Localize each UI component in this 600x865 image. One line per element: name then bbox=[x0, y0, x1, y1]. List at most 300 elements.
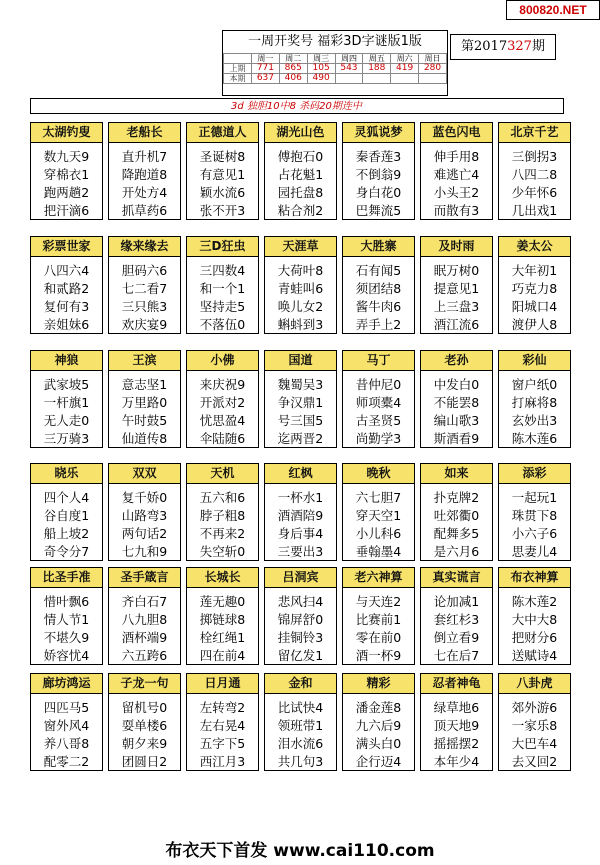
riddle-line: 养八哥8 bbox=[43, 736, 90, 751]
riddle-line: 一杯水1 bbox=[277, 490, 324, 505]
issue-suffix: 期 bbox=[531, 39, 545, 54]
draw-number: 105 bbox=[307, 64, 335, 74]
day-label: 周三 bbox=[307, 54, 335, 64]
draw-number: 280 bbox=[419, 64, 447, 74]
riddle-lines bbox=[187, 588, 258, 665]
riddle-lines bbox=[343, 694, 414, 771]
riddle-line: 郊外游6 bbox=[511, 700, 558, 715]
author-name: 忍者神龟 bbox=[421, 674, 492, 694]
riddle-line: 七九和9 bbox=[121, 544, 168, 559]
riddle-line: 古圣贤5 bbox=[355, 413, 402, 428]
draw-number: 406 bbox=[279, 74, 307, 84]
riddle-line: 船上坡2 bbox=[43, 526, 90, 541]
author-name: 双双 bbox=[109, 464, 180, 484]
draw-number: 419 bbox=[391, 64, 419, 74]
riddle-line: 留机号0 bbox=[121, 700, 168, 715]
riddle-line: 耍单楼6 bbox=[121, 718, 168, 733]
author-name: 吕洞宾 bbox=[265, 568, 336, 588]
riddle-cell bbox=[186, 122, 259, 220]
author-name: 老船长 bbox=[109, 123, 180, 143]
riddle-lines bbox=[499, 588, 570, 665]
draw-number: 771 bbox=[252, 64, 280, 74]
author-name: 比圣手准 bbox=[31, 568, 102, 588]
riddle-line: 领班带1 bbox=[277, 718, 324, 733]
riddle-line: 顶天地9 bbox=[433, 718, 480, 733]
footer-source: 布衣天下首发 www.cai110.com bbox=[165, 841, 435, 861]
riddle-line: 穿棉衣1 bbox=[43, 167, 90, 182]
riddle-line: 八四二8 bbox=[511, 167, 558, 182]
riddle-line: 酒杯端9 bbox=[121, 630, 168, 645]
riddle-line: 四匹马5 bbox=[43, 700, 90, 715]
riddle-line: 秦香莲3 bbox=[355, 149, 402, 164]
riddle-line: 阳城口4 bbox=[511, 299, 558, 314]
riddle-line: 抓草药6 bbox=[121, 203, 168, 218]
author-name: 彩票世家 bbox=[31, 237, 102, 257]
riddle-lines bbox=[265, 143, 336, 220]
riddle-line: 三四数4 bbox=[199, 263, 246, 278]
riddle-cell bbox=[186, 463, 259, 561]
author-name: 太湖钓叟 bbox=[31, 123, 102, 143]
riddle-lines bbox=[265, 257, 336, 334]
riddle-line: 编山歌3 bbox=[433, 413, 480, 428]
riddle-lines bbox=[499, 694, 570, 771]
riddle-lines bbox=[421, 371, 492, 448]
riddle-line: 须团结8 bbox=[355, 281, 402, 296]
riddle-cell bbox=[30, 463, 103, 561]
riddle-line: 意志坚1 bbox=[121, 377, 168, 392]
author-name: 三D狂虫 bbox=[187, 237, 258, 257]
riddle-line: 陈木莲6 bbox=[511, 431, 558, 446]
riddle-line: 师项橐4 bbox=[355, 395, 402, 410]
riddle-line: 渡伊人8 bbox=[511, 317, 558, 332]
riddle-line: 留亿发1 bbox=[277, 648, 324, 663]
riddle-line: 打麻将8 bbox=[511, 395, 558, 410]
day-label: 周四 bbox=[335, 54, 363, 64]
riddle-line: 三万骑3 bbox=[43, 431, 90, 446]
riddle-line: 四在前4 bbox=[199, 648, 246, 663]
riddle-line: 三要出3 bbox=[277, 544, 324, 559]
riddle-cell bbox=[498, 463, 571, 561]
author-name: 晓乐 bbox=[31, 464, 102, 484]
riddle-line: 数九天9 bbox=[43, 149, 90, 164]
draw-number: 543 bbox=[335, 64, 363, 74]
author-name: 八卦虎 bbox=[499, 674, 570, 694]
riddle-cell bbox=[264, 122, 337, 220]
riddle-cell bbox=[342, 236, 415, 334]
riddle-lines bbox=[31, 694, 102, 771]
riddle-lines bbox=[421, 588, 492, 665]
riddle-cell bbox=[342, 567, 415, 665]
riddle-line: 小儿科6 bbox=[355, 526, 402, 541]
weekly-draw-panel bbox=[222, 30, 448, 96]
riddle-line: 摇摇摆2 bbox=[433, 736, 480, 751]
riddle-cell bbox=[30, 567, 103, 665]
riddle-line: 大巴车4 bbox=[511, 736, 558, 751]
riddle-cell bbox=[342, 673, 415, 771]
riddle-line: 粘合剂2 bbox=[277, 203, 324, 218]
riddle-line: 左右晃4 bbox=[199, 718, 246, 733]
riddle-line: 陈木莲2 bbox=[511, 594, 558, 609]
riddle-cell bbox=[498, 567, 571, 665]
riddle-line: 娇容忧4 bbox=[43, 648, 90, 663]
riddle-line: 跑两趟2 bbox=[43, 185, 90, 200]
riddle-lines bbox=[187, 143, 258, 220]
riddle-lines bbox=[343, 588, 414, 665]
author-name: 圣手箴言 bbox=[109, 568, 180, 588]
riddle-line: 酱牛肉6 bbox=[355, 299, 402, 314]
issue-number-value: 327 bbox=[507, 39, 532, 54]
riddle-line: 不落伍0 bbox=[199, 317, 246, 332]
riddle-lines bbox=[421, 143, 492, 220]
riddle-line: 园托盘8 bbox=[277, 185, 324, 200]
riddle-line: 唤儿女2 bbox=[277, 299, 324, 314]
weekly-draw-table bbox=[223, 53, 447, 84]
header-title: 一周开奖号 福彩3D字谜版1版 bbox=[248, 34, 422, 49]
riddle-lines bbox=[343, 143, 414, 220]
author-name: 湖光山色 bbox=[265, 123, 336, 143]
riddle-lines bbox=[499, 257, 570, 334]
riddle-line: 号三国5 bbox=[277, 413, 324, 428]
riddle-line: 七在后7 bbox=[433, 648, 480, 663]
riddle-line: 绿草地6 bbox=[433, 700, 480, 715]
riddle-cell bbox=[108, 567, 181, 665]
draw-number bbox=[335, 74, 363, 84]
riddle-line: 和一个1 bbox=[199, 281, 246, 296]
riddle-line: 窗外风4 bbox=[43, 718, 90, 733]
riddle-line: 送赋诗4 bbox=[511, 648, 558, 663]
riddle-line: 四个人4 bbox=[43, 490, 90, 505]
riddle-line: 栓红绳1 bbox=[199, 630, 246, 645]
riddle-lines bbox=[421, 257, 492, 334]
day-label: 周二 bbox=[279, 54, 307, 64]
author-name: 姜太公 bbox=[499, 237, 570, 257]
riddle-line: 而散有3 bbox=[433, 203, 480, 218]
riddle-line: 脖子粗8 bbox=[199, 508, 246, 523]
riddle-line: 配舞多5 bbox=[433, 526, 480, 541]
riddle-line: 共几句3 bbox=[277, 754, 324, 769]
riddle-line: 悲风扫4 bbox=[277, 594, 324, 609]
riddle-line: 伞陆随6 bbox=[199, 431, 246, 446]
day-row bbox=[224, 54, 447, 64]
author-name: 北京千艺 bbox=[499, 123, 570, 143]
riddle-line: 复何有3 bbox=[43, 299, 90, 314]
riddle-cell bbox=[108, 122, 181, 220]
site-watermark: 800820.NET bbox=[506, 0, 600, 20]
riddle-line: 奇令分7 bbox=[43, 544, 90, 559]
riddle-line: 朝夕来9 bbox=[121, 736, 168, 751]
riddle-line: 占花魁1 bbox=[277, 167, 324, 182]
riddle-lines bbox=[421, 484, 492, 561]
riddle-line: 尚勤学3 bbox=[355, 431, 402, 446]
riddle-cell bbox=[420, 673, 493, 771]
riddle-line: 论加减1 bbox=[433, 594, 480, 609]
riddle-line: 身后事4 bbox=[277, 526, 324, 541]
riddle-line: 酒一杯9 bbox=[355, 648, 402, 663]
riddle-line: 不能罢8 bbox=[433, 395, 480, 410]
riddle-line: 少年怀6 bbox=[511, 185, 558, 200]
riddle-line: 是六月6 bbox=[433, 544, 480, 559]
riddle-line: 思妻儿4 bbox=[511, 544, 558, 559]
riddle-line: 巴舞流5 bbox=[355, 203, 402, 218]
riddle-cell bbox=[30, 236, 103, 334]
riddle-line: 莲无趣0 bbox=[199, 594, 246, 609]
draw-number: 637 bbox=[252, 74, 280, 84]
riddle-line: 昔仲尼0 bbox=[355, 377, 402, 392]
riddle-line: 几出戏1 bbox=[511, 203, 558, 218]
author-name: 金和 bbox=[265, 674, 336, 694]
riddle-cell bbox=[108, 463, 181, 561]
day-label: 周五 bbox=[363, 54, 391, 64]
author-name: 王滨 bbox=[109, 351, 180, 371]
previous-week-row bbox=[224, 64, 447, 74]
riddle-line: 午时鼓5 bbox=[121, 413, 168, 428]
author-name: 正德道人 bbox=[187, 123, 258, 143]
riddle-lines bbox=[109, 588, 180, 665]
draw-number: 188 bbox=[363, 64, 391, 74]
riddle-line: 身白花0 bbox=[355, 185, 402, 200]
riddle-line: 降跑道8 bbox=[121, 167, 168, 182]
riddle-lines bbox=[187, 371, 258, 448]
riddle-line: 魏蜀吴3 bbox=[277, 377, 324, 392]
author-name: 天机 bbox=[187, 464, 258, 484]
day-label: 周一 bbox=[252, 54, 280, 64]
riddle-line: 青蛙叫6 bbox=[277, 281, 324, 296]
draw-number bbox=[363, 74, 391, 84]
riddle-line: 比试快4 bbox=[277, 700, 324, 715]
riddle-line: 中发白0 bbox=[433, 377, 480, 392]
riddle-line: 一起玩1 bbox=[511, 490, 558, 505]
riddle-line: 圣诞树8 bbox=[199, 149, 246, 164]
riddle-line: 把汗滴6 bbox=[43, 203, 90, 218]
riddle-line: 八四六4 bbox=[43, 263, 90, 278]
author-name: 红枫 bbox=[265, 464, 336, 484]
riddle-line: 把财分6 bbox=[511, 630, 558, 645]
author-name: 子龙一句 bbox=[109, 674, 180, 694]
riddle-line: 去又回2 bbox=[511, 754, 558, 769]
riddle-line: 欢庆宴9 bbox=[121, 317, 168, 332]
riddle-line: 挂铜铃3 bbox=[277, 630, 324, 645]
riddle-lines bbox=[265, 484, 336, 561]
riddle-cell bbox=[498, 122, 571, 220]
riddle-line: 两句话2 bbox=[121, 526, 168, 541]
riddle-cell bbox=[420, 567, 493, 665]
riddle-line: 酒酒陪9 bbox=[277, 508, 324, 523]
riddle-cell bbox=[498, 350, 571, 448]
riddle-line: 七二看7 bbox=[121, 281, 168, 296]
riddle-line: 难逃亡4 bbox=[433, 167, 480, 182]
riddle-cell bbox=[108, 236, 181, 334]
riddle-line: 斯酒看9 bbox=[433, 431, 480, 446]
riddle-cell bbox=[108, 673, 181, 771]
riddle-lines bbox=[31, 588, 102, 665]
riddle-lines bbox=[343, 257, 414, 334]
author-name: 天涯草 bbox=[265, 237, 336, 257]
riddle-cell bbox=[264, 350, 337, 448]
riddle-line: 三只熊3 bbox=[121, 299, 168, 314]
riddle-line: 比赛前1 bbox=[355, 612, 402, 627]
author-name: 小佛 bbox=[187, 351, 258, 371]
riddle-line: 眠万树0 bbox=[433, 263, 480, 278]
riddle-cell bbox=[342, 350, 415, 448]
draw-number: 865 bbox=[279, 64, 307, 74]
riddle-lines bbox=[109, 371, 180, 448]
riddle-line: 酒江流6 bbox=[433, 317, 480, 332]
author-name: 灵狐说梦 bbox=[343, 123, 414, 143]
riddle-line: 西江月3 bbox=[199, 754, 246, 769]
riddle-cell bbox=[30, 350, 103, 448]
riddle-lines bbox=[31, 484, 102, 561]
riddle-line: 争汉鼎1 bbox=[277, 395, 324, 410]
riddle-lines bbox=[499, 371, 570, 448]
riddle-line: 零在前0 bbox=[355, 630, 402, 645]
riddle-line: 左转弯2 bbox=[199, 700, 246, 715]
author-name: 神狼 bbox=[31, 351, 102, 371]
riddle-line: 不倒翁9 bbox=[355, 167, 402, 182]
riddle-line: 开处方4 bbox=[121, 185, 168, 200]
riddle-lines bbox=[265, 588, 336, 665]
riddle-line: 上三盘3 bbox=[433, 299, 480, 314]
promo-banner: 3d 独胆10中8 杀码20期连中 bbox=[30, 98, 564, 114]
riddle-line: 吐郊衢0 bbox=[433, 508, 480, 523]
riddle-lines bbox=[187, 257, 258, 334]
riddle-lines bbox=[499, 143, 570, 220]
riddle-line: 配零二2 bbox=[43, 754, 90, 769]
riddle-cell bbox=[186, 236, 259, 334]
riddle-line: 泪水流6 bbox=[277, 736, 324, 751]
riddle-line: 套红杉3 bbox=[433, 612, 480, 627]
author-name: 廊坊鸿运 bbox=[31, 674, 102, 694]
riddle-line: 和贰路2 bbox=[43, 281, 90, 296]
riddle-line: 潘金莲8 bbox=[355, 700, 402, 715]
riddle-line: 胆码六6 bbox=[121, 263, 168, 278]
riddle-cell bbox=[342, 463, 415, 561]
riddle-cell bbox=[186, 673, 259, 771]
author-name: 布衣神算 bbox=[499, 568, 570, 588]
riddle-line: 武家坡5 bbox=[43, 377, 90, 392]
riddle-line: 亲姐妹6 bbox=[43, 317, 90, 332]
riddle-line: 一家乐8 bbox=[511, 718, 558, 733]
author-name: 大胜寨 bbox=[343, 237, 414, 257]
riddle-line: 五六和6 bbox=[199, 490, 246, 505]
row-label: 上期 bbox=[224, 64, 252, 74]
riddle-cell bbox=[264, 567, 337, 665]
riddle-line: 蝌蚪到3 bbox=[277, 317, 324, 332]
riddle-cell bbox=[186, 567, 259, 665]
author-name: 真实谎言 bbox=[421, 568, 492, 588]
riddle-line: 山路弯3 bbox=[121, 508, 168, 523]
riddle-cell bbox=[108, 350, 181, 448]
riddle-line: 颖水流6 bbox=[199, 185, 246, 200]
riddle-cell bbox=[342, 122, 415, 220]
riddle-line: 六五跨6 bbox=[121, 648, 168, 663]
riddle-line: 坚持走5 bbox=[199, 299, 246, 314]
riddle-line: 不堪久9 bbox=[43, 630, 90, 645]
riddle-line: 复千娇0 bbox=[121, 490, 168, 505]
riddle-line: 本年少4 bbox=[433, 754, 480, 769]
author-name: 长城长 bbox=[187, 568, 258, 588]
riddle-line: 忧思盈4 bbox=[199, 413, 246, 428]
riddle-line: 有意见1 bbox=[199, 167, 246, 182]
riddle-line: 垂翰墨4 bbox=[355, 544, 402, 559]
riddle-lines bbox=[31, 257, 102, 334]
riddle-line: 五字下5 bbox=[199, 736, 246, 751]
riddle-line: 窗户纸0 bbox=[511, 377, 558, 392]
riddle-line: 石有闻5 bbox=[355, 263, 402, 278]
riddle-lines bbox=[421, 694, 492, 771]
riddle-lines bbox=[187, 694, 258, 771]
riddle-line: 迄两晋2 bbox=[277, 431, 324, 446]
author-name: 添彩 bbox=[499, 464, 570, 484]
riddle-lines bbox=[265, 694, 336, 771]
riddle-lines bbox=[31, 371, 102, 448]
riddle-cell bbox=[264, 236, 337, 334]
riddle-line: 小六子6 bbox=[511, 526, 558, 541]
riddle-lines bbox=[343, 371, 414, 448]
riddle-line: 弄手上2 bbox=[355, 317, 402, 332]
riddle-line: 掷链球8 bbox=[199, 612, 246, 627]
row-label: 本期 bbox=[224, 74, 252, 84]
riddle-line: 张不开3 bbox=[199, 203, 246, 218]
draw-number bbox=[391, 74, 419, 84]
riddle-line: 万里路0 bbox=[121, 395, 168, 410]
riddle-line: 三倒拐3 bbox=[511, 149, 558, 164]
riddle-line: 大中大8 bbox=[511, 612, 558, 627]
riddle-line: 无人走0 bbox=[43, 413, 90, 428]
current-week-row bbox=[224, 74, 447, 84]
riddle-cell bbox=[498, 236, 571, 334]
riddle-lines bbox=[109, 694, 180, 771]
riddle-line: 巧克力8 bbox=[511, 281, 558, 296]
riddle-lines bbox=[109, 484, 180, 561]
author-name: 晚秋 bbox=[343, 464, 414, 484]
riddle-cell bbox=[264, 673, 337, 771]
riddle-line: 满头白0 bbox=[355, 736, 402, 751]
riddle-lines bbox=[31, 143, 102, 220]
riddle-line: 玄妙出3 bbox=[511, 413, 558, 428]
riddle-lines bbox=[265, 371, 336, 448]
riddle-line: 不再来2 bbox=[199, 526, 246, 541]
riddle-line: 傅抱石0 bbox=[277, 149, 324, 164]
author-name: 老孙 bbox=[421, 351, 492, 371]
riddle-lines bbox=[187, 484, 258, 561]
riddle-line: 倒立看9 bbox=[433, 630, 480, 645]
issue-prefix: 第2017 bbox=[461, 39, 508, 54]
riddle-line: 扑克牌2 bbox=[433, 490, 480, 505]
author-name: 缘来缘去 bbox=[109, 237, 180, 257]
riddle-line: 来庆祝9 bbox=[199, 377, 246, 392]
riddle-line: 情人节1 bbox=[43, 612, 90, 627]
author-name: 彩仙 bbox=[499, 351, 570, 371]
riddle-line: 六七胆7 bbox=[355, 490, 402, 505]
riddle-line: 直升机7 bbox=[121, 149, 168, 164]
issue-number bbox=[450, 34, 556, 60]
riddle-line: 锦屏舒0 bbox=[277, 612, 324, 627]
riddle-cell bbox=[420, 463, 493, 561]
riddle-line: 团圆日2 bbox=[121, 754, 168, 769]
riddle-line: 大荷叶8 bbox=[277, 263, 324, 278]
author-name: 马丁 bbox=[343, 351, 414, 371]
author-name: 国道 bbox=[265, 351, 336, 371]
draw-number: 490 bbox=[307, 74, 335, 84]
riddle-line: 与天连2 bbox=[355, 594, 402, 609]
riddle-line: 一杆旗1 bbox=[43, 395, 90, 410]
author-name: 及时雨 bbox=[421, 237, 492, 257]
author-name: 精彩 bbox=[343, 674, 414, 694]
author-name: 老六神算 bbox=[343, 568, 414, 588]
riddle-line: 开派对2 bbox=[199, 395, 246, 410]
day-label: 周日 bbox=[419, 54, 447, 64]
riddle-line: 提意见1 bbox=[433, 281, 480, 296]
